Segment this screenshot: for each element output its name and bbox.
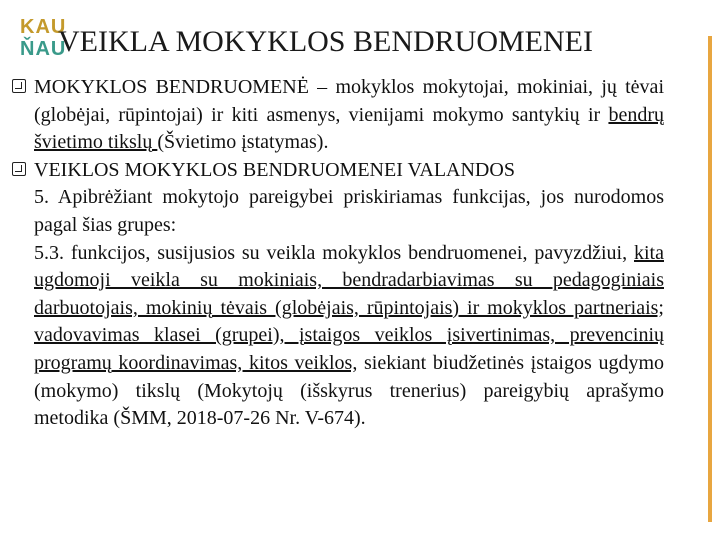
slide-content [12,74,664,433]
point-5-3-source: siekiant biudžetinės įstaigos ugdymo (mokymo) tikslų (Mokytojų (išskyrus trenerius) pareigybių aprašymo metodika (ŠMM, 2018-07-26 Nr. V-674). [34,351,664,430]
community-definition [34,74,664,157]
checkbox-bullet-icon [12,162,26,176]
hours-point-5: 5. Apibrėžiant mokytojo pareigybei priskiriamas funkcijas, jos nurodomos pagal šias grupes: [34,186,664,236]
point-5-3-underlined: kita ugdomoji veikla su mokiniais, bendradarbiavimas su pedagoginiais darbuotojais, mokinių tėvais (globėjais, rūpintojais) ir mokyklos partneriais; vadovavimas klasei (grupei), įstaigos veiklos įsivertinimas, prevencinių programų koordinavimas, kitos veiklos, [34,241,664,374]
community-text: MOKYKLOS BENDRUOMENĖ – mokyklos mokytojai, mokiniai, jų tėvai (globėjai, rūpintojai) ir kiti asmenys, vienijami mokymo santykių ir [34,76,664,126]
point-5-3-text: 5.3. funkcijos, susijusios su veikla mokyklos bendruomenei, pavyzdžiui, [34,241,634,264]
logo-line-2: ŇAU [20,38,67,60]
logo-line-1: KAU [20,16,67,38]
bullet-item-community [12,74,664,157]
bullet-item-hours [12,157,664,433]
community-underlined: bendrų švietimo tikslų [34,103,664,154]
checkbox-bullet-icon [12,79,26,93]
hours-heading: VEIKLOS MOKYKLOS BENDRUOMENEI VALANDOS [34,158,515,181]
hours-point-5-3 [34,240,664,433]
slide-title: VEIKLA MOKYKLOS BENDRUOMENEI [58,25,593,58]
side-accent-bar [708,36,712,522]
community-source: (Švietimo įstatymas). [157,131,329,154]
